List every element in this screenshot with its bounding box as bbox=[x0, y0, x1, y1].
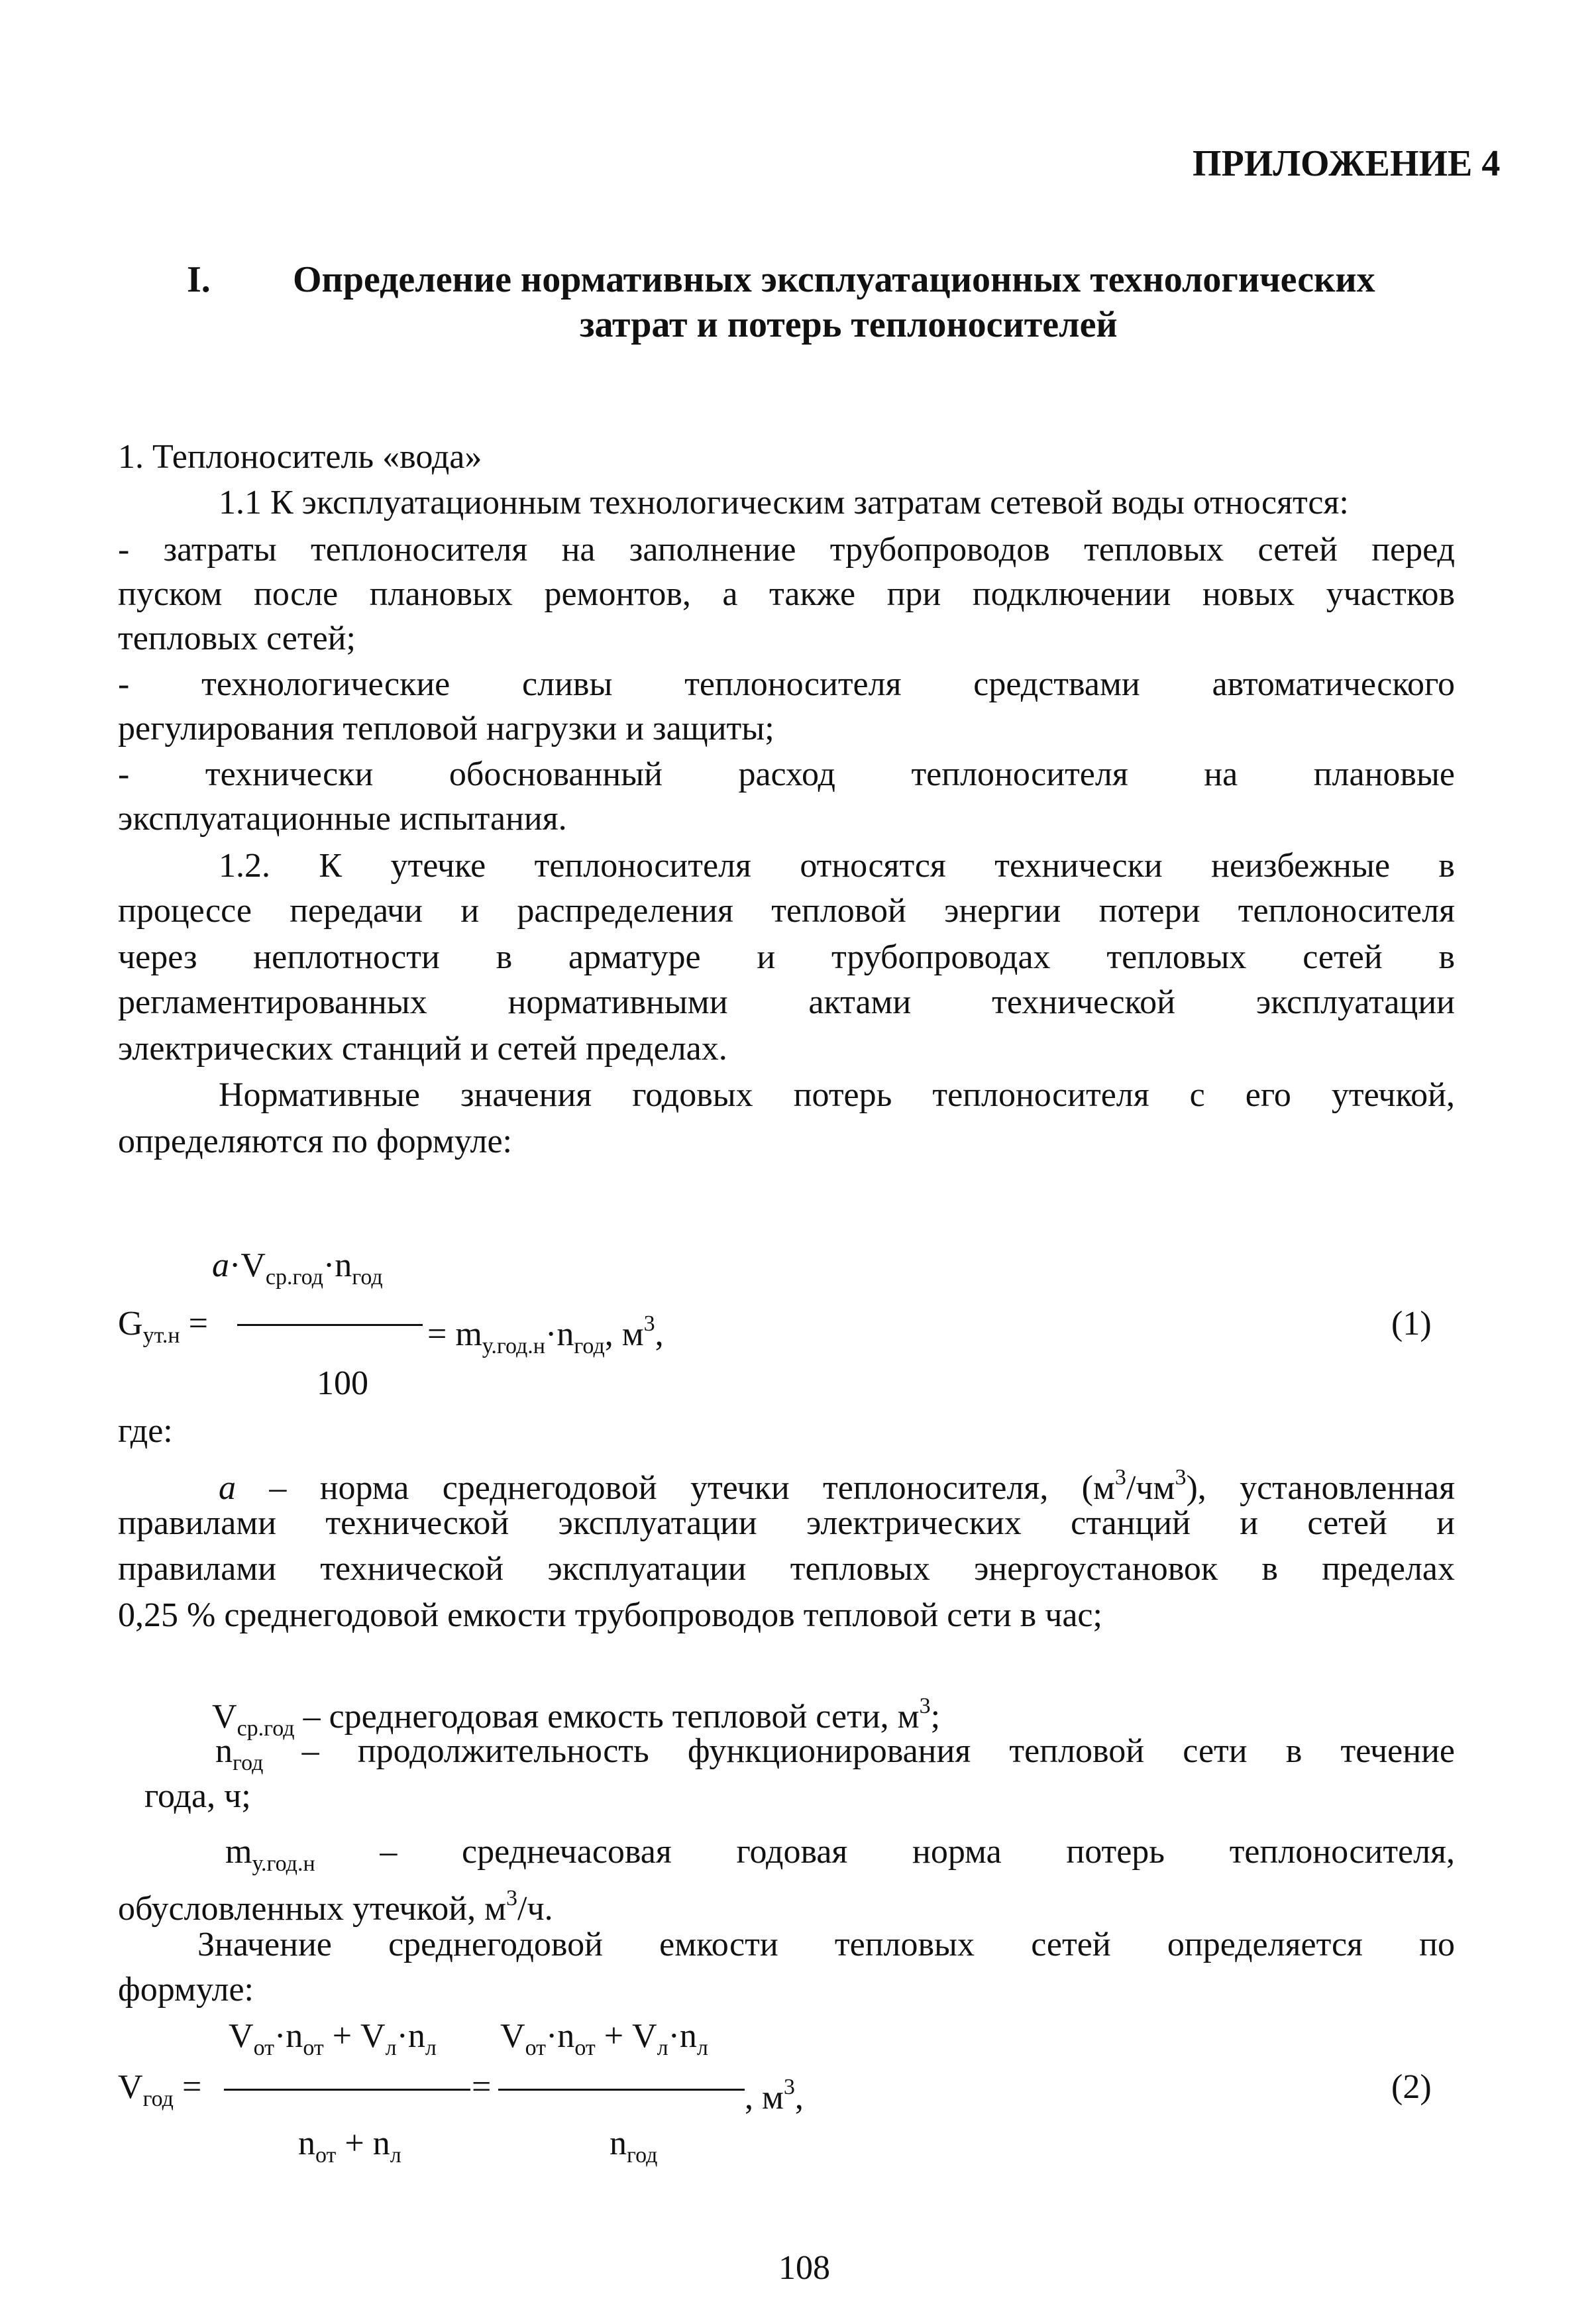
formula-subscript: л bbox=[385, 2036, 397, 2060]
definition-n-line2: года, ч; bbox=[144, 1777, 251, 1815]
formula-subscript: ср.год bbox=[237, 1716, 295, 1741]
paragraph-line: формуле: bbox=[118, 1971, 254, 2009]
formula-subscript: год bbox=[142, 2087, 174, 2111]
formula-subscript: от bbox=[253, 2036, 274, 2060]
paragraph-line: определяются по формуле: bbox=[118, 1123, 512, 1160]
formula-subscript: год bbox=[627, 2143, 658, 2168]
formula-term: ·n bbox=[396, 2017, 425, 2055]
formula-subscript: ср.год bbox=[265, 1265, 323, 1290]
paragraph-line: тепловых сетей; bbox=[118, 620, 356, 657]
definition-text: – среднегодовая емкость тепловой сети, м bbox=[294, 1698, 920, 1735]
formula-term: V bbox=[118, 2068, 143, 2106]
formula-equals: = bbox=[188, 1305, 208, 1343]
formula-2-lhs bbox=[118, 2064, 201, 2122]
paragraph-line: правилами технической эксплуатации электрических станций и сетей и bbox=[118, 1504, 1455, 1542]
formula-2-fraction-bar-left bbox=[224, 2089, 470, 2091]
formula-equals: = bbox=[182, 2068, 202, 2106]
definition-text: обусловленных утечкой, м bbox=[118, 1890, 507, 1928]
formula-term: n bbox=[298, 2124, 315, 2162]
formula-superscript: 3 bbox=[783, 2075, 795, 2099]
formula-subscript: от bbox=[315, 2143, 337, 2168]
section-title-line2: затрат и потерь теплоносителей bbox=[580, 304, 1118, 345]
subsection-heading: 1. Теплоноситель «вода» bbox=[118, 438, 482, 476]
formula-term: ·n bbox=[323, 1246, 352, 1284]
formula-unit: , м bbox=[745, 2079, 784, 2117]
formula-term: ·n bbox=[668, 2017, 697, 2055]
paragraph-line: - технически обоснованный расход теплоносителя на плановые bbox=[118, 755, 1455, 793]
page-number: 108 bbox=[778, 2249, 830, 2287]
formula-term: V bbox=[229, 2017, 254, 2055]
definition-text: – среднечасовая годовая норма потерь теплоносителя, bbox=[315, 1833, 1455, 1871]
definition-text: ), установленная bbox=[1186, 1469, 1456, 1507]
definition-text: /чм bbox=[1126, 1469, 1175, 1507]
formula-subscript: л bbox=[390, 2143, 401, 2168]
paragraph-line: - технологические сливы теплоносителя средствами автоматического bbox=[118, 665, 1455, 703]
section-number: I. bbox=[187, 259, 211, 300]
formula-superscript: 3 bbox=[919, 1694, 931, 1718]
formula-superscript: 3 bbox=[506, 1886, 518, 1910]
paragraph-line: 0,25 % среднегодовой емкости трубопроводов тепловой сети в час; bbox=[118, 1596, 1102, 1634]
formula-term: + V bbox=[595, 2017, 657, 2055]
paragraph-line: Значение среднегодовой емкости тепловых сетей определяется по bbox=[197, 1926, 1455, 1963]
formula-2-number: (2) bbox=[1391, 2068, 1432, 2106]
paragraph-line: Нормативные значения годовых потерь теплоносителя с его утечкой, bbox=[219, 1076, 1455, 1114]
formula-subscript: год bbox=[574, 1334, 605, 1358]
definition-text: /ч. bbox=[517, 1890, 553, 1928]
paragraph-line: пуском после плановых ремонтов, а также при подключении новых участков bbox=[118, 575, 1455, 613]
definition-text: – продолжительность функционирования тепловой сети в течение bbox=[263, 1732, 1455, 1770]
formula-superscript: 3 bbox=[643, 1311, 655, 1336]
formula-1-fraction-bar bbox=[237, 1324, 423, 1326]
formula-2-fraction-bar-right bbox=[498, 2089, 745, 2091]
paragraph-1-1-first: 1.1 К эксплуатационным технологическим затратам сетевой воды относятся: bbox=[219, 484, 1349, 522]
formula-term: G bbox=[118, 1305, 143, 1343]
formula-1-rhs bbox=[427, 1301, 664, 1370]
formula-term: , bbox=[655, 1315, 664, 1353]
formula-term: , bbox=[794, 2079, 804, 2117]
formula-term: V bbox=[500, 2017, 525, 2055]
formula-symbol-a: a bbox=[219, 1469, 236, 1507]
appendix-label: ПРИЛОЖЕНИЕ 4 bbox=[1193, 143, 1501, 184]
formula-subscript: от bbox=[574, 2036, 596, 2060]
formula-term: = m bbox=[427, 1315, 482, 1353]
where-label: где: bbox=[118, 1412, 173, 1450]
formula-subscript: год bbox=[352, 1265, 383, 1290]
paragraph-line: регулирования тепловой нагрузки и защиты; bbox=[118, 710, 774, 747]
definition-text: ; bbox=[930, 1698, 941, 1735]
formula-term: + n bbox=[336, 2124, 390, 2162]
formula-1-numerator bbox=[212, 1242, 383, 1301]
formula-2-numerator-right bbox=[500, 2013, 708, 2071]
formula-2-denominator-left bbox=[298, 2120, 401, 2179]
formula-superscript: 3 bbox=[1175, 1465, 1187, 1490]
formula-term: ·n bbox=[274, 2017, 303, 2055]
formula-subscript: у.год.н bbox=[252, 1851, 315, 1876]
formula-subscript: от bbox=[303, 2036, 324, 2060]
formula-symbol-a: a bbox=[212, 1246, 229, 1284]
paragraph-line: 1.2. К утечке теплоносителя относятся технически неизбежные в bbox=[219, 847, 1455, 885]
definition-text: – норма среднегодовой утечки теплоносителя, (м bbox=[236, 1469, 1115, 1507]
formula-term: m bbox=[225, 1833, 252, 1871]
formula-1-denominator: 100 bbox=[317, 1364, 368, 1402]
formula-term: n bbox=[215, 1732, 233, 1770]
formula-subscript: л bbox=[657, 2036, 668, 2060]
paragraph-line: правилами технической эксплуатации тепловых энергоустановок в пределах bbox=[118, 1550, 1455, 1588]
formula-superscript: 3 bbox=[1114, 1465, 1126, 1490]
formula-term: ·n bbox=[545, 2017, 575, 2055]
formula-1-number: (1) bbox=[1391, 1305, 1432, 1343]
formula-term: + V bbox=[323, 2017, 386, 2055]
paragraph-line: - затраты теплоносителя на заполнение трубопроводов тепловых сетей перед bbox=[118, 531, 1455, 569]
formula-subscript: год bbox=[233, 1751, 264, 1775]
formula-2-denominator-right bbox=[610, 2120, 657, 2179]
formula-2-unit bbox=[745, 2064, 804, 2121]
formula-subscript: у.год.н bbox=[482, 1334, 545, 1358]
paragraph-line: эксплуатационные испытания. bbox=[118, 800, 567, 838]
formula-2-numerator-left bbox=[229, 2013, 437, 2071]
formula-subscript: от bbox=[525, 2036, 546, 2060]
formula-term: n bbox=[610, 2124, 627, 2162]
formula-1-lhs bbox=[118, 1301, 208, 1359]
definition-n bbox=[215, 1728, 1455, 1787]
paragraph-line: через неплотности в арматуре и трубопроводах тепловых сетей в bbox=[118, 938, 1455, 976]
formula-2-middle-equals: = bbox=[472, 2068, 492, 2106]
section-title-line1: Определение нормативных эксплуатационных технологических bbox=[293, 259, 1375, 300]
paragraph-line: электрических станций и сетей пределах. bbox=[118, 1030, 727, 1068]
paragraph-line: регламентированных нормативными актами технической эксплуатации bbox=[118, 983, 1455, 1021]
formula-subscript: л bbox=[425, 2036, 437, 2060]
formula-term: ·n bbox=[545, 1315, 574, 1353]
formula-term: V bbox=[212, 1698, 237, 1735]
formula-subscript: л bbox=[696, 2036, 708, 2060]
paragraph-line: процессе передачи и распределения тепловой энергии потери теплоносителя bbox=[118, 892, 1455, 930]
formula-term: ·V bbox=[229, 1246, 266, 1284]
formula-subscript: ут.н bbox=[142, 1323, 180, 1348]
formula-unit: , м bbox=[604, 1315, 644, 1353]
